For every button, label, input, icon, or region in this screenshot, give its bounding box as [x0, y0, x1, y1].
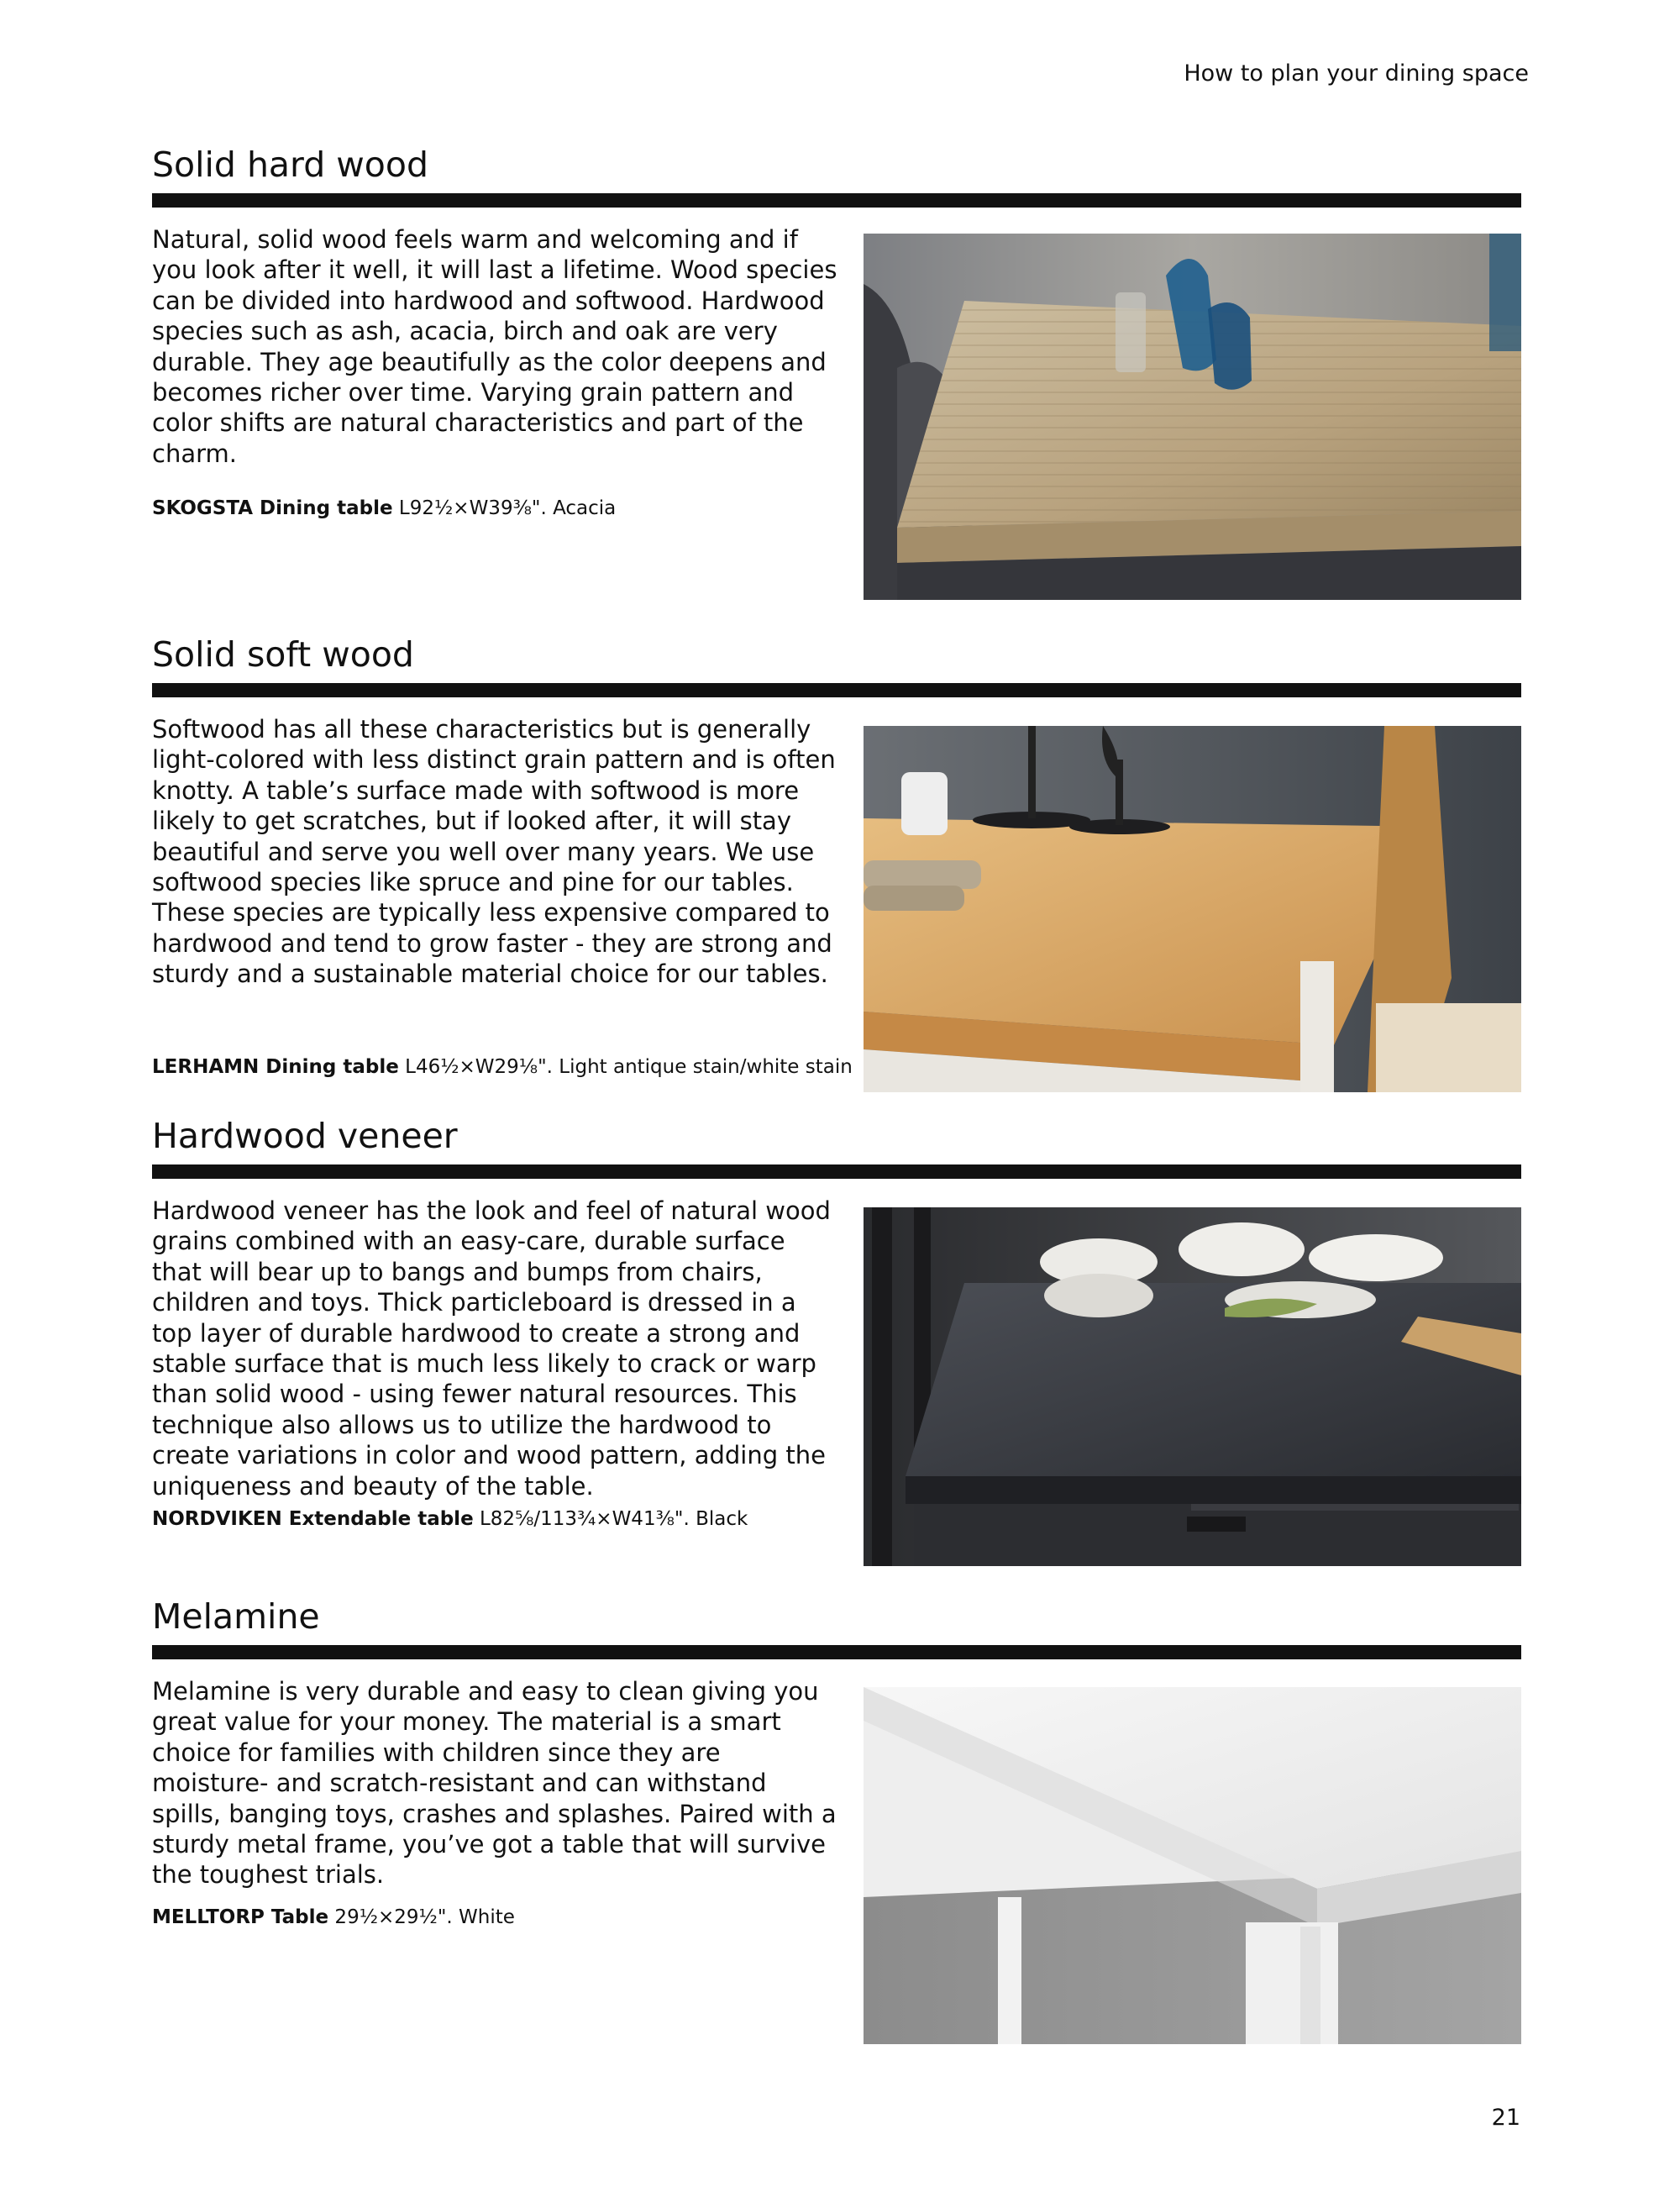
section-hardwood-veneer — [152, 1116, 1521, 1578]
product-name: SKOGSTA Dining table — [152, 497, 393, 519]
product-caption — [152, 1054, 853, 1080]
product-name: NORDVIKEN Extendable table — [152, 1508, 474, 1530]
product-caption — [152, 1905, 515, 1930]
page-number: 21 — [1491, 2105, 1520, 2131]
section-title: Hardwood veneer — [152, 1116, 458, 1156]
product-name: LERHAMN Dining table — [152, 1056, 399, 1078]
product-details: L92½×W39⅜". Acacia — [392, 497, 617, 519]
section-body: Softwood has all these characteristics but is generally light-colored with less distinct grain pattern and is often knotty. A table’s surface made with softwood is more likely to get scratches, but if looked after, it will stay beautiful and serve you well over many years. We use softwood species like spruce and pine for our tables. These species are typically less expensive compared to hardwood and tend to grow faster - they are strong and sturdy and a sustainable material choice for our tables. — [152, 715, 836, 989]
section-rule — [152, 1164, 1521, 1179]
acacia-table-photo — [864, 234, 1521, 600]
product-caption — [152, 496, 616, 521]
product-details: L82⅝/113¾×W41⅜". Black — [473, 1508, 748, 1530]
section-title: Solid hard wood — [152, 145, 428, 185]
section-body: Natural, solid wood feels warm and welcoming and if you look after it well, it will last a lifetime. Wood species can be divided into hardwood and softwood. Hardwood species such as ash, acacia, birch and oak are very durable. They age beautifully as the color deepens and becomes richer over time. Varying grain pattern and color shifts are natural characteristics and part of the charm. — [152, 225, 837, 468]
pine-table-photo — [864, 726, 1521, 1092]
product-name: MELLTORP Table — [152, 1906, 329, 1928]
section-solid-soft-wood — [152, 634, 1521, 1096]
white-melamine-table-photo — [864, 1687, 1521, 2044]
section-rule — [152, 1645, 1521, 1659]
section-melamine — [152, 1596, 1521, 2058]
section-title: Melamine — [152, 1596, 320, 1637]
running-header: How to plan your dining space — [1184, 60, 1529, 87]
product-caption — [152, 1506, 748, 1532]
product-details: L46½×W29⅛". Light antique stain/white stain — [398, 1056, 853, 1078]
section-body: Melamine is very durable and easy to clean giving you great value for your money. The material is a smart choice for families with children since they are moisture- and scratch-resistant and can withstand spills, banging toys, crashes and splashes. Paired with a sturdy metal frame, you’ve got a table that will survive the toughest trials. — [152, 1677, 837, 1890]
section-title: Solid soft wood — [152, 634, 414, 675]
section-body: Hardwood veneer has the look and feel of natural wood grains combined with an easy-care, durable surface that will bear up to bangs and bumps from chairs, children and toys. Thick particleboard is dressed in a top layer of durable hardwood to create a strong and stable surface that is much less likely to crack or warp than solid wood - using fewer natural resources. This technique also allows us to utilize the hardwood to create variations in color and wood pattern, adding the uniqueness and beauty of the table. — [152, 1196, 831, 1501]
section-rule — [152, 683, 1521, 697]
section-solid-hard-wood — [152, 145, 1521, 607]
black-veneer-table-photo — [864, 1207, 1521, 1566]
product-details: 29½×29½". White — [328, 1906, 515, 1928]
section-rule — [152, 193, 1521, 208]
